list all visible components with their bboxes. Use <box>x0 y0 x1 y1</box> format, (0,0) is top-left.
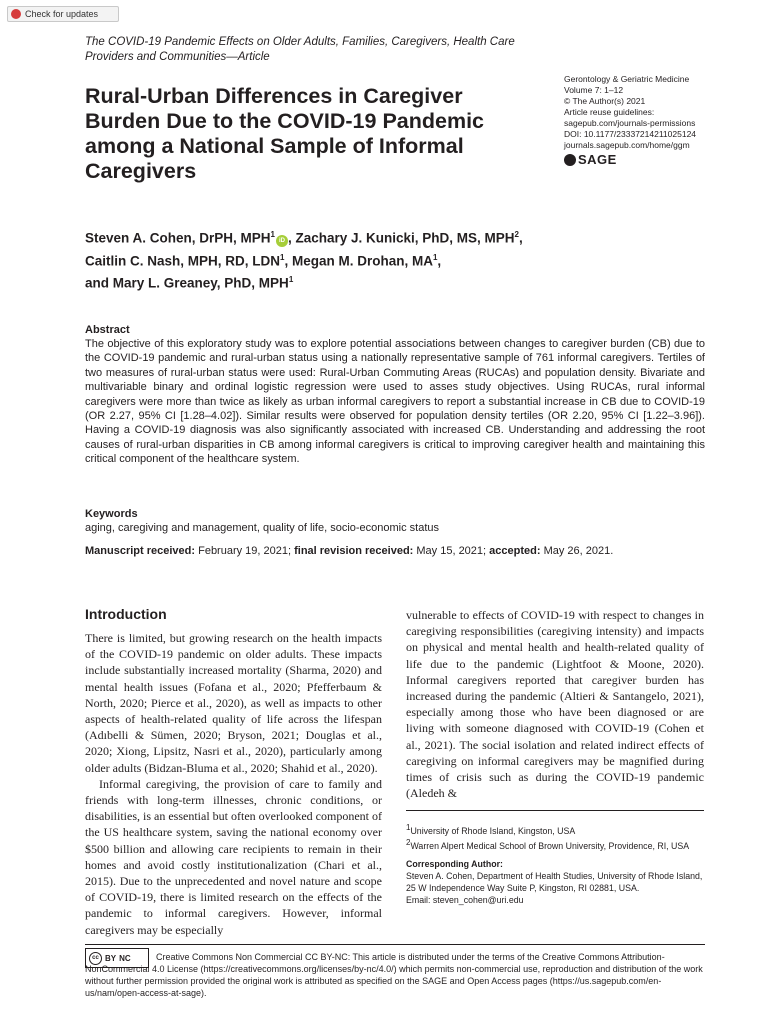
affiliation-1 <box>406 822 704 837</box>
license-text: Creative Commons Non Commercial CC BY-NC: This article is distributed under the terms of the Creative Commons Attribution-NonCommercial 4.0 License (https://creativecommons.org/licenses/by-nc/4.0/) which permits non-commercial use, reproduction and distribution of the work without further permission provided the original work is attributed as specified on the SAGE and Open Access pages (https://us.sagepub.com/en-us/nam/open-access-at-sage). <box>85 952 703 998</box>
keywords-text: aging, caregiving and management, quality of life, socio-economic status <box>85 522 440 534</box>
journal-volume: Volume 7: 1–12 <box>564 85 624 95</box>
orcid-icon[interactable]: iD <box>276 235 288 247</box>
author-5: and Mary L. Greaney, PhD, MPH <box>85 275 289 291</box>
affiliation-2 <box>406 837 704 852</box>
revised-label: final revision received: <box>294 545 414 557</box>
sage-logo <box>564 152 617 167</box>
intro-paragraph-2: Informal caregiving, the provision of care to family and friends with long-term illnesses, chronic conditions, or disabilities, is an essential but often overlooked component of the US healthcare system, saving the national economy over $500 billion and allowing care recipients to remain in their homes and avoid costly institutionalization (Chari et al., 2015). Due to the unprecedented and novel nature and scope of COVID-19, there is limited research on the effects of the pandemic to informal caregivers. However, informal caregivers may be especially <box>85 776 382 937</box>
crossmark-icon <box>11 9 21 19</box>
cc-icon: cc <box>89 952 102 965</box>
author-5-affil: 1 <box>288 275 294 284</box>
intro-paragraph-1: There is limited, but growing research on the health impacts of the COVID-19 pandemic on older adults. These impacts include substantially increased mortality (Sharma, 2020) and mental health issues (Fofana et al., 2020; Pfefferbaum & North, 2020; Pierce et al., 2020), as well as impacts to other aspects of health-related quality of life across the lifespan (Adıbelli & Sümen, 2020; Bryson, 2021; Douglas et al., 2020; Xiong, Lipsitz, Nasri et al., 2020), particularly among older adults (Bidzan-Bluma et al., 2020; Shahid et al., 2020). <box>85 631 382 775</box>
abstract-heading: Abstract <box>85 324 130 336</box>
affiliation-1-text: University of Rhode Island, Kingston, USA <box>410 825 576 836</box>
author-4-sep: , <box>437 253 442 268</box>
author-4-affil: 1 <box>432 252 438 262</box>
accepted-date: May 26, 2021. <box>540 545 614 557</box>
author-4: , Megan M. Drohan, MA <box>284 253 433 268</box>
author-2-affil: 2 <box>514 230 519 239</box>
doi[interactable]: DOI: 10.1177/23337214211025124 <box>564 129 697 139</box>
author-1: Steven A. Cohen, DrPH, MPH <box>85 230 271 246</box>
cc-by-label: BY <box>105 953 117 963</box>
author-3: Caitlin C. Nash, MPH, RD, LDN <box>85 253 281 268</box>
keywords-heading: Keywords <box>85 508 138 520</box>
check-for-updates-badge[interactable] <box>7 6 119 22</box>
footnote-divider <box>406 810 704 811</box>
affiliation-2-sup: 2 <box>406 837 411 847</box>
reuse-label: Article reuse guidelines: <box>564 107 655 117</box>
intro-paragraph-3: vulnerable to effects of COVID-19 with respect to changes in caregiving responsibilities (caregiving intensity) and impacts on physical and mental health and health-related quality of life due to the pandemic (Lightfoot & Moone, 2020). Informal caregivers reported that caregiver burden has increased during the pandemic (Altieri & Santangelo, 2021), especially among those who have been diagnosed or are living with someone diagnosed with COVID-19 (Cohen et al., 2021). The social isolation and related indirect effects of caregiving on informal caregivers may be magnified during times of crisis such as during the COVID-19 pandemic (Aledeh & <box>406 608 704 801</box>
corresponding-author-heading: Corresponding Author: <box>406 858 503 869</box>
abstract-text: The objective of this exploratory study was to explore potential associations between changes to caregiver burden (CB) due to the COVID-19 pandemic and rural-urban status using a nationally representative sample of 761 informal caregivers. Tertiles of two measures of rural-urban status were used: Rural-Urban Commuting Areas (RUCAs) and population density. Bivariate and multivariable binary and ordinal logistic regression were used to asses study objectives. Using RUCAs, rural informal caregivers were more than twice as likely as urban informal caregivers to report a substantial increase in CB due to COVID-19 (OR 2.27, 95% CI [1.28–4.02]). Similar results were observed for population density tertiles (OR 2.20, 95% CI [1.22–3.96]). Having a COVID-19 diagnosis was also significantly associated with increased CB. Understanding and addressing the root causes of rural-urban disparities in CB among informal caregivers is critical to improving caregiver health and maintaining this critical component of the healthcare system. <box>85 338 705 466</box>
received-date: February 19, 2021; <box>195 545 295 557</box>
body-column-left <box>85 630 382 938</box>
journal-home-link[interactable]: journals.sagepub.com/home/ggm <box>564 140 690 150</box>
license-divider <box>85 944 705 945</box>
received-label: Manuscript received: <box>85 545 196 557</box>
publisher-name: SAGE <box>578 152 617 167</box>
series-title: The COVID-19 Pandemic Effects on Older Adults, Families, Caregivers, Health Care Providers and Communities—Article <box>85 36 515 63</box>
journal-meta <box>564 74 744 151</box>
corresponding-author-email[interactable]: Email: steven_cohen@uri.edu <box>406 894 524 905</box>
accepted-label: accepted: <box>489 545 541 557</box>
copyright: © The Author(s) 2021 <box>564 96 646 106</box>
check-for-updates-label: Check for updates <box>25 9 99 19</box>
footnotes <box>406 822 704 906</box>
author-1-affil: 1 <box>270 230 275 239</box>
corresponding-author-address: Steven A. Cohen, Department of Health Studies, University of Rhode Island, 25 W Independence Way Suite P, Kingston, RI 02881, USA. <box>406 870 703 893</box>
author-3-affil: 1 <box>280 252 285 262</box>
cc-by-nc-logo[interactable] <box>85 948 149 968</box>
author-list <box>85 225 645 293</box>
reuse-link[interactable]: sagepub.com/journals-permissions <box>564 118 696 128</box>
affiliation-2-text: Warren Alpert Medical School of Brown University, Providence, RI, USA <box>410 840 690 851</box>
affiliation-1-sup: 1 <box>406 823 411 832</box>
revised-date: May 15, 2021; <box>413 545 490 557</box>
author-2: , Zachary J. Kunicki, PhD, MS, MPH <box>287 230 515 246</box>
journal-name: Gerontology & Geriatric Medicine <box>564 74 690 84</box>
cc-nc-label: NC <box>119 953 131 963</box>
manuscript-dates <box>85 545 613 557</box>
author-2-sep: , <box>519 230 523 246</box>
article-title: Rural-Urban Differences in Caregiver Burden Due to the COVID-19 Pandemic among a National Sample of Informal Caregivers <box>85 84 485 183</box>
introduction-heading: Introduction <box>85 606 167 622</box>
body-column-right <box>406 607 704 801</box>
sage-mark-icon <box>564 154 576 166</box>
